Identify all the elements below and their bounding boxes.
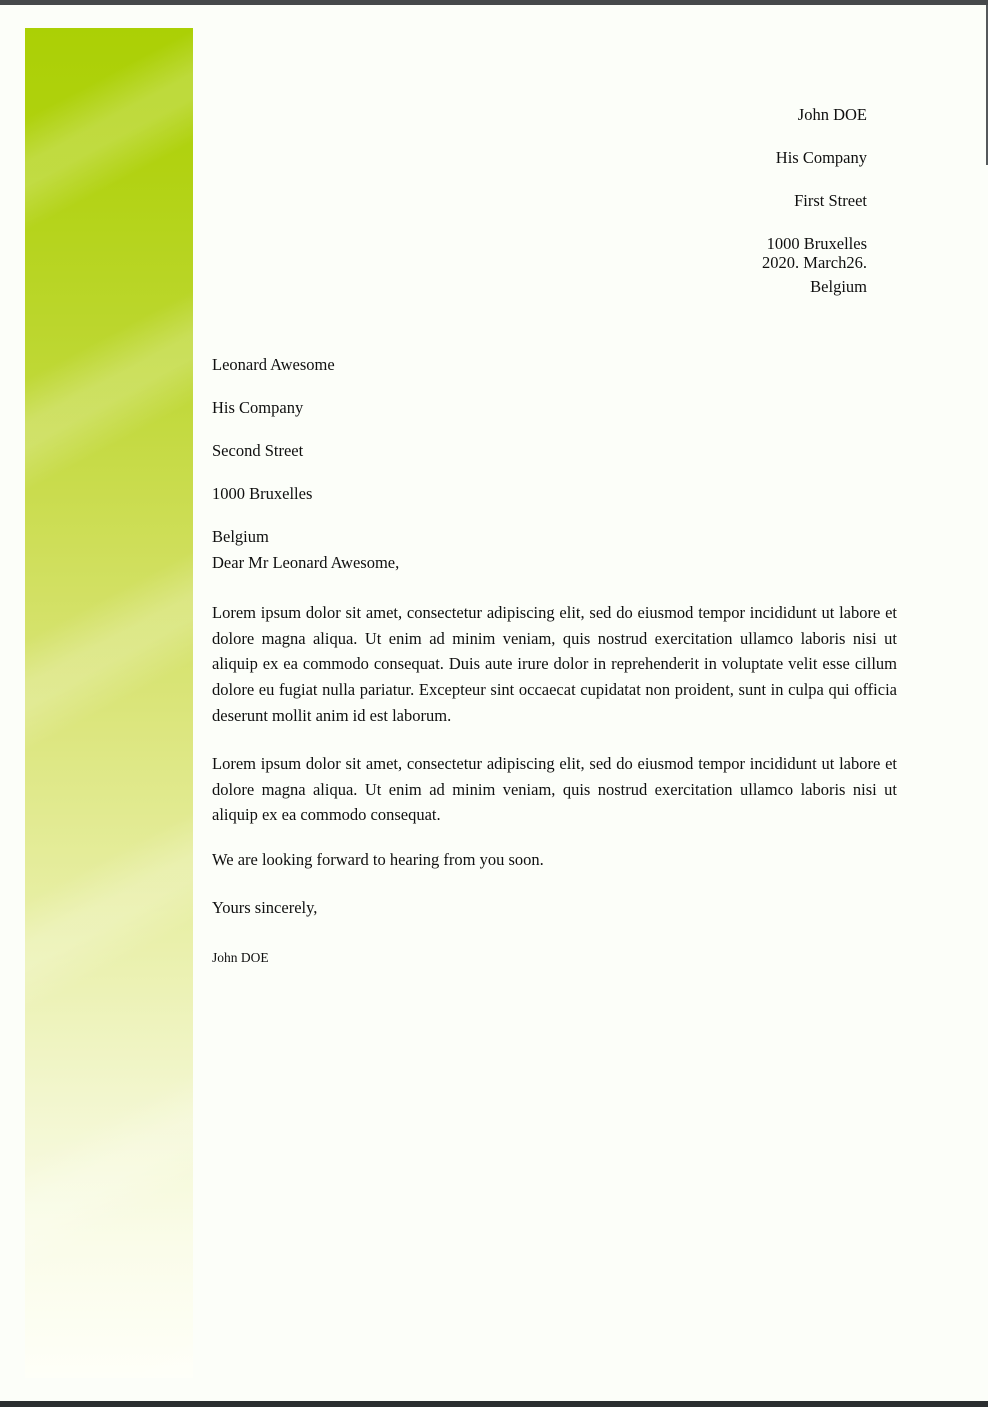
valediction: Yours sincerely, [212,898,318,917]
recipient-address-block [212,354,335,548]
decorative-green-gradient-bar [25,28,193,1378]
recipient-street: Second Street [212,441,304,460]
viewer-bottom-edge-bar [0,1401,988,1407]
letter-date: 2020. March26. [762,253,867,272]
recipient-name: Leonard Awesome [212,355,335,374]
sender-city: 1000 Bruxelles [766,234,867,253]
sender-country: Belgium [810,277,867,296]
salutation: Dear Mr Leonard Awesome, [212,553,400,572]
body-paragraph-1: Lorem ipsum dolor sit amet, consectetur adipiscing elit, sed do eiusmod tempor incididunt ut labore et dolore magna aliqua. Ut enim ad minim veniam, quis nostrud exercitation ullamco laboris nisi ut aliquip ex ea commodo consequat. Duis aute irure dolor in reprehenderit in voluptate velit esse cillum dolore eu fugiat nulla pariatur. Excepteur sint occaecat cupidatat non proident, sunt in culpa qui officia deserunt mollit anim id est laborum. [212,603,897,725]
sender-street: First Street [794,191,867,210]
sender-company: His Company [775,148,867,167]
body-paragraph-2: Lorem ipsum dolor sit amet, consectetur adipiscing elit, sed do eiusmod tempor incididunt ut labore et dolore magna aliqua. Ut enim ad minim veniam, quis nostrud exercitation ullamco laboris nisi ut aliquip ex ea commodo consequat. [212,754,897,825]
recipient-company: His Company [212,398,304,417]
signature-name: John DOE [212,950,269,965]
sender-name: John DOE [797,105,867,124]
recipient-city: 1000 Bruxelles [212,484,313,503]
closing-line: We are looking forward to hearing from you soon. [212,850,544,869]
viewer-top-edge-bar [0,0,988,5]
recipient-country: Belgium [212,527,269,546]
